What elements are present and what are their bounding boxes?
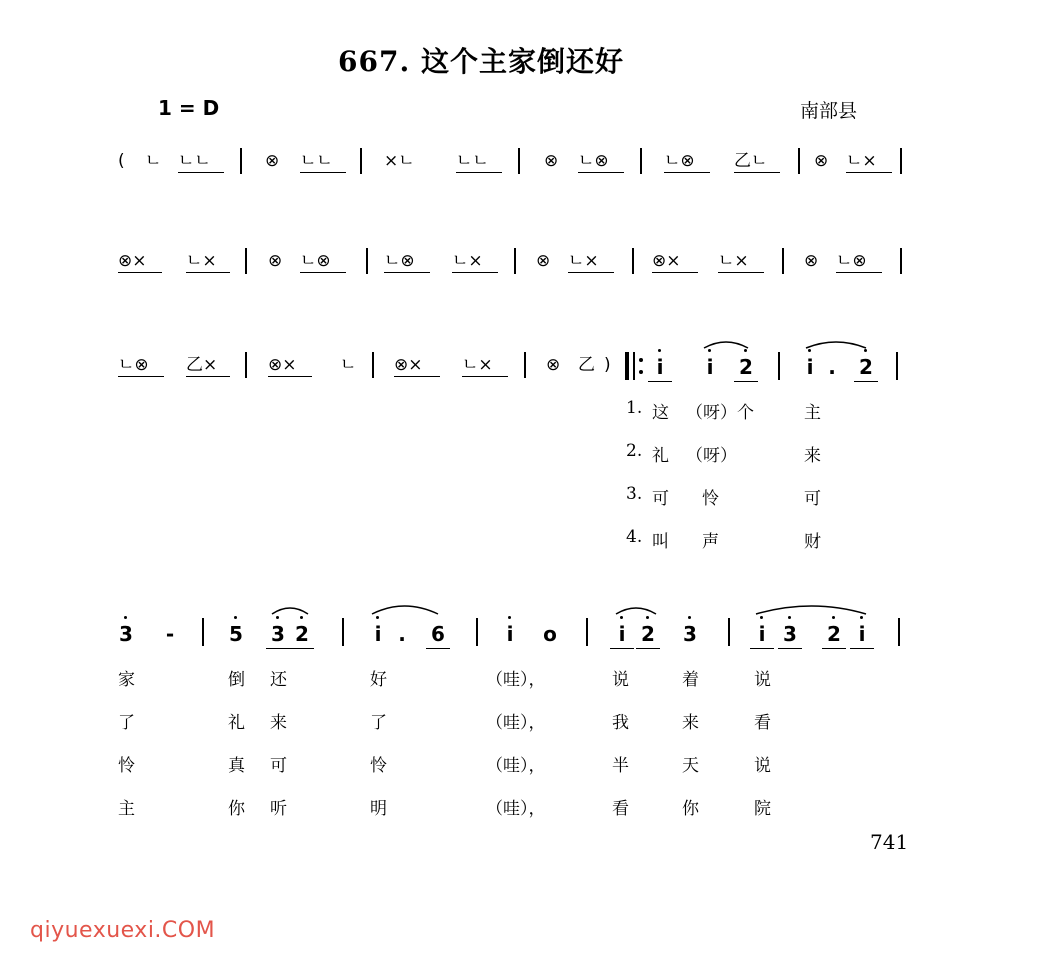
lyric: 说 <box>754 670 771 690</box>
barline <box>632 248 634 274</box>
perc-symbol: 乙× <box>186 354 230 377</box>
note: i <box>650 355 670 379</box>
verse-num: 1. <box>626 398 643 418</box>
lyric: 听 <box>270 799 287 819</box>
note: 2 <box>736 355 756 379</box>
barline <box>518 148 520 174</box>
perc-symbol: ㄴ× <box>452 250 498 273</box>
perc-symbol: ㄴ× <box>568 250 614 273</box>
slur <box>704 342 748 348</box>
dot: . <box>398 622 406 646</box>
perc-symbol: ㄴ× <box>462 354 508 377</box>
note: i <box>852 622 872 646</box>
perc-symbol: ⊗ <box>536 251 551 271</box>
verse-num: 3. <box>626 484 643 504</box>
open-paren: ( <box>118 151 125 171</box>
lyric: 明 <box>370 799 387 819</box>
lyric: 院 <box>754 799 771 819</box>
perc-symbol: ㄴ <box>145 151 162 171</box>
repeat-dot <box>639 370 643 374</box>
barline <box>900 248 902 274</box>
lyric: 说 <box>754 756 771 776</box>
slur <box>806 342 866 348</box>
lyric: 倒 <box>228 670 245 690</box>
note: 2 <box>638 622 658 646</box>
barline <box>640 148 642 174</box>
perc-symbol: ⊗× <box>652 250 698 273</box>
note: i <box>752 622 772 646</box>
lyric: （哇）， <box>486 670 546 690</box>
barline <box>778 352 780 380</box>
note: 2 <box>856 355 876 379</box>
lyric: 你 <box>682 799 699 819</box>
lyric: 财 <box>804 532 821 552</box>
note: i <box>612 622 632 646</box>
perc-symbol: ㄴ⊗ <box>664 150 710 173</box>
lyric: 怜 <box>702 489 719 509</box>
note: i <box>368 622 388 646</box>
barline <box>898 618 900 646</box>
lyric: （呀） <box>686 446 737 466</box>
perc-symbol: ⊗ <box>546 355 561 375</box>
perc-symbol: ⊗ <box>268 251 283 271</box>
lyric: 这 <box>652 403 669 423</box>
lyric: 可 <box>652 489 669 509</box>
slur <box>756 606 866 614</box>
barline <box>524 352 526 378</box>
perc-symbol: ㄴ× <box>718 250 764 273</box>
key-signature: 1 = D <box>158 96 220 120</box>
lyric: 怜 <box>118 756 135 776</box>
perc-symbol: ㄴ⊗ <box>836 250 882 273</box>
dash: - <box>165 622 175 646</box>
note: 3 <box>780 622 800 646</box>
verse-num: 4. <box>626 527 643 547</box>
perc-symbol: ㄴ× <box>186 250 230 273</box>
lyric: 看 <box>754 713 771 733</box>
lyric: 怜 <box>370 756 387 776</box>
perc-symbol: ⊗ <box>804 251 819 271</box>
lyric: 好 <box>370 670 387 690</box>
lyric: 半 <box>612 756 629 776</box>
perc-symbol: ㄴ× <box>846 150 892 173</box>
lyric: 主 <box>804 403 821 423</box>
lyric: 主 <box>118 799 135 819</box>
barline <box>782 248 784 274</box>
barline <box>240 148 242 174</box>
barline <box>728 618 730 646</box>
page-number: 741 <box>870 830 909 854</box>
barline <box>360 148 362 174</box>
lyric: （哇）， <box>486 799 546 819</box>
lyric: （呀）个 <box>686 403 754 423</box>
close-paren: ) <box>604 355 611 375</box>
lyric: 礼 <box>228 713 245 733</box>
lyric: 家 <box>118 670 135 690</box>
note: i <box>700 355 720 379</box>
repeat-bar-thin <box>633 352 635 380</box>
barline <box>245 248 247 274</box>
lyric: 真 <box>228 756 245 776</box>
repeat-bar-thick <box>625 352 629 380</box>
barline <box>366 248 368 274</box>
lyric: 还 <box>270 670 287 690</box>
perc-symbol: ㄴ⊗ <box>300 250 346 273</box>
perc-symbol: ㄴㄴ <box>456 150 502 173</box>
lyric: 说 <box>612 670 629 690</box>
perc-symbol: ×ㄴ <box>384 151 415 171</box>
lyric: （哇）， <box>486 756 546 776</box>
lyric: （哇）， <box>486 713 546 733</box>
note: 3 <box>268 622 288 646</box>
barline <box>896 352 898 380</box>
verse-num: 2. <box>626 441 643 461</box>
barline <box>342 618 344 646</box>
perc-symbol: ㄴ <box>340 355 357 375</box>
barline <box>245 352 247 378</box>
barline <box>476 618 478 646</box>
lyric: 你 <box>228 799 245 819</box>
lyric: 叫 <box>652 532 669 552</box>
perc-symbol: ⊗× <box>394 354 440 377</box>
lyric: 来 <box>804 446 821 466</box>
barline <box>586 618 588 646</box>
note: i <box>500 622 520 646</box>
note: 5 <box>226 622 246 646</box>
perc-symbol: ⊗ <box>544 151 559 171</box>
lyric: 可 <box>270 756 287 776</box>
watermark-logo: qiyuexuexi.COM <box>30 918 216 943</box>
barline <box>900 148 902 174</box>
lyric: 来 <box>270 713 287 733</box>
rest: o <box>543 622 557 646</box>
perc-symbol: 乙ㄴ <box>734 150 780 173</box>
lyric: 看 <box>612 799 629 819</box>
slur <box>616 608 656 614</box>
slur <box>272 608 308 614</box>
lyric: 着 <box>682 670 699 690</box>
lyric: 来 <box>682 713 699 733</box>
perc-symbol: ㄴㄴ <box>178 150 224 173</box>
region-label: 南部县 <box>800 100 858 122</box>
perc-symbol: ⊗× <box>268 354 312 377</box>
barline <box>798 148 800 174</box>
note: 3 <box>680 622 700 646</box>
song-title: 667. 这个主家倒还好 <box>338 45 624 78</box>
lyric: 可 <box>804 489 821 509</box>
lyric: 了 <box>370 713 387 733</box>
perc-symbol: ㄴ⊗ <box>384 250 430 273</box>
note: 2 <box>824 622 844 646</box>
perc-symbol: 乙 <box>578 355 595 375</box>
lyric: 天 <box>682 756 699 776</box>
dot: . <box>828 355 836 379</box>
slur <box>372 606 438 614</box>
perc-symbol: ⊗ <box>265 151 280 171</box>
barline <box>202 618 204 646</box>
note: 6 <box>428 622 448 646</box>
note: i <box>800 355 820 379</box>
perc-symbol: ㄴㄴ <box>300 150 346 173</box>
barline <box>514 248 516 274</box>
note: 2 <box>292 622 312 646</box>
barline <box>372 352 374 378</box>
perc-symbol: ⊗× <box>118 250 162 273</box>
perc-symbol: ㄴ⊗ <box>578 150 624 173</box>
perc-symbol: ⊗ <box>814 151 829 171</box>
lyric: 了 <box>118 713 135 733</box>
perc-symbol: ㄴ⊗ <box>118 354 164 377</box>
lyric: 声 <box>702 532 719 552</box>
note: 3 <box>116 622 136 646</box>
lyric: 礼 <box>652 446 669 466</box>
repeat-dot <box>639 358 643 362</box>
lyric: 我 <box>612 713 629 733</box>
